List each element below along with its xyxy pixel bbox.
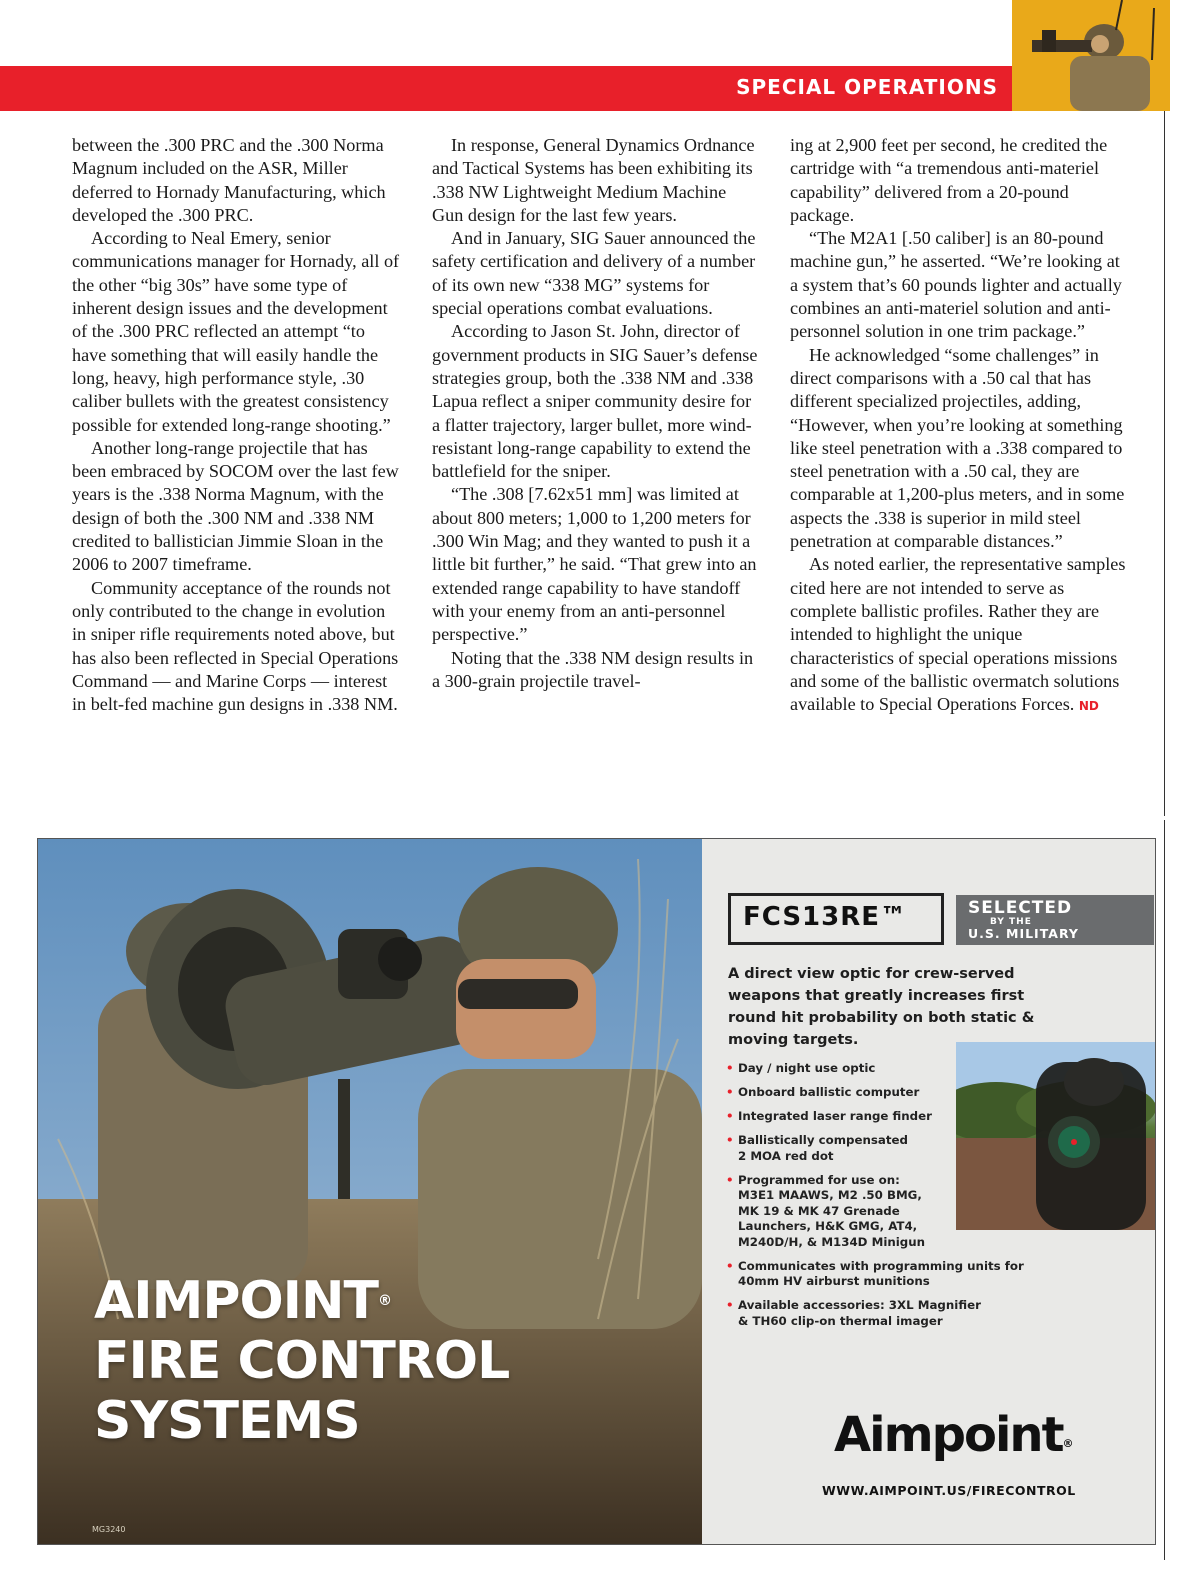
brand-name: Aimpoint bbox=[834, 1407, 1063, 1463]
end-mark: ND bbox=[1078, 699, 1099, 714]
product-name-box bbox=[728, 893, 944, 945]
registered-mark: ® bbox=[378, 1293, 391, 1309]
optic-on-weapon-image bbox=[956, 1042, 1155, 1230]
ad-info-panel bbox=[702, 839, 1155, 1544]
headline-text: AIMPOINT bbox=[94, 1271, 378, 1331]
paragraph: Community acceptance of the rounds not only contributed to the change in evolution in sniper rifle requirements noted above, but has also been reflected in Special Operations Command — and Marine Corps — interest in belt-fed machine gun designs in .338 NM. bbox=[72, 577, 399, 715]
paragraph: “The M2A1 [.50 caliber] is an 80-pound machine gun,” he asserted. “We’re looking at a system that’s 60 pounds lighter and actually combines an anti-materiel solution and anti-personnel solution in one trim package.” bbox=[790, 228, 1122, 342]
paragraph: Another long-range projectile that has been embraced by SOCOM over the last few years is the .338 Norma Magnum, with the design of both the .300 NM and .338 NM credited to ballistician Jimmie Sloan in the 2006 to 2007 timeframe. bbox=[72, 437, 399, 575]
registered-mark: ® bbox=[1062, 1437, 1074, 1450]
bullet-icon: • bbox=[726, 1133, 734, 1147]
badge-line: BY THE bbox=[990, 917, 1032, 927]
header-soldier-photo bbox=[1012, 0, 1170, 111]
bullet-icon: • bbox=[726, 1109, 734, 1123]
paragraph: In response, General Dynamics Ordnance and Tactical Systems has been exhibiting its .338 NW Lightweight Medium Machine Gun design for the last few years. bbox=[432, 135, 755, 225]
last-paragraph bbox=[790, 553, 1130, 718]
paragraph: ing at 2,900 feet per second, he credited the cartridge with “a tremendous anti-materiel capability” delivered from a 20-pound package. bbox=[790, 135, 1108, 225]
selected-by-military-badge bbox=[956, 895, 1154, 945]
feature-text: Ballistically compensated 2 MOA red dot bbox=[738, 1133, 908, 1163]
ad-headline-line bbox=[94, 1271, 509, 1331]
bullet-icon: • bbox=[726, 1061, 734, 1075]
feature-text: Integrated laser range finder bbox=[738, 1109, 932, 1123]
paragraph: According to Jason St. John, director of government products in SIG Sauer’s defense strategies group, both the .338 NM and .338 Lapua reflect a sniper community desire for a flatter trajectory, larger bullet, more wind-resistant long-range capability to extend the battlefield for the sniper. bbox=[432, 321, 758, 482]
paragraph: And in January, SIG Sauer announced the safety certification and delivery of a number of its own new “338 MG” systems for special operations combat evaluations. bbox=[432, 228, 756, 319]
ad-code: MG3240 bbox=[92, 1525, 126, 1534]
aimpoint-logo bbox=[834, 1407, 1074, 1463]
bullet-icon: • bbox=[726, 1172, 734, 1187]
feature-item bbox=[726, 1298, 1066, 1329]
optic-product-photo bbox=[956, 1042, 1155, 1230]
paragraph: He acknowledged “some challenges” in direct comparisons with a .50 cal that has different specialized projectiles, adding, “However, when you’re looking at something like steel penetration with a .338 compared to steel penetration with a .50 cal, they are comparable at 1,200-plus meters, and in some aspects the .338 is superior in mild steel penetration at comparable distances.” bbox=[790, 344, 1125, 552]
ad-headline-line: SYSTEMS bbox=[94, 1391, 360, 1451]
ad-headline bbox=[94, 1271, 509, 1451]
feature-text: Onboard ballistic computer bbox=[738, 1085, 920, 1099]
article-column-3 bbox=[790, 134, 1130, 718]
soldier-silhouette-image bbox=[1012, 0, 1170, 111]
article-column-1 bbox=[72, 134, 402, 716]
aimpoint-advertisement bbox=[37, 838, 1156, 1545]
product-name: FCS13RE™ bbox=[743, 902, 908, 932]
feature-text: Communicates with programming units for 40mm HV airburst munitions bbox=[738, 1258, 1024, 1288]
section-label: SPECIAL OPERATIONS bbox=[736, 75, 998, 99]
paragraph: “The .308 [7.62x51 mm] was limited at about 800 meters; 1,000 to 1,200 meters for .300 Win Mag; and they wanted to push it a little bit further,” he said. “That grew into an extended range capability to have standoff with your enemy from an anti-personnel perspective.” bbox=[432, 484, 757, 645]
ad-url[interactable]: WWW.AIMPOINT.US/FIRECONTROL bbox=[822, 1483, 1076, 1498]
feature-text: Day / night use optic bbox=[738, 1061, 876, 1075]
feature-text: Available accessories: 3XL Magnifier & TH60 clip-on thermal imager bbox=[738, 1298, 981, 1328]
ad-headline-line: FIRE CONTROL bbox=[94, 1331, 510, 1391]
feature-item bbox=[726, 1259, 1066, 1290]
paragraph: According to Neal Emery, senior communications manager for Hornady, all of the other “big 30s” have some type of inherent design issues and the development of the .300 PRC reflected an attempt “to have something that will easily handle the long, heavy, high performance style, .30 caliber bullets with the greatest consistency possible for extended long-range shooting.” bbox=[72, 228, 400, 435]
section-header-band bbox=[0, 66, 1012, 111]
bullet-icon: • bbox=[726, 1085, 734, 1099]
badge-line: U.S. MILITARY bbox=[968, 926, 1079, 941]
page-right-rule-lower bbox=[1164, 820, 1165, 1560]
paragraph-text: As noted earlier, the representative samples cited here are not intended to serve as complete ballistic profiles. Rather they are intended to highlight the unique characteristics of special operations missions and some of the ballistic overmatch solutions available to Special Operations Forces. bbox=[790, 554, 1126, 715]
product-description: A direct view optic for crew-served weapons that greatly increases first round hit probability on both static & moving targets. bbox=[728, 966, 1035, 1048]
paragraph: between the .300 PRC and the .300 Norma Magnum included on the ASR, Miller deferred to Hornady Manufacturing, which developed the .300 PRC. bbox=[72, 135, 386, 225]
paragraph: Noting that the .338 NM design results in a 300-grain projectile travel- bbox=[432, 647, 754, 691]
feature-text: Programmed for use on: M3E1 MAAWS, M2 .50 BMG, MK 19 & MK 47 Grenade Launchers, H&K GMG, AT4, M240D/H, & M134D Minigun bbox=[738, 1172, 926, 1249]
page-right-rule bbox=[1164, 111, 1165, 816]
bullet-icon: • bbox=[726, 1298, 734, 1312]
bullet-icon: • bbox=[726, 1258, 734, 1273]
badge-line: SELECTED bbox=[968, 898, 1073, 918]
article-column-2 bbox=[432, 134, 762, 693]
